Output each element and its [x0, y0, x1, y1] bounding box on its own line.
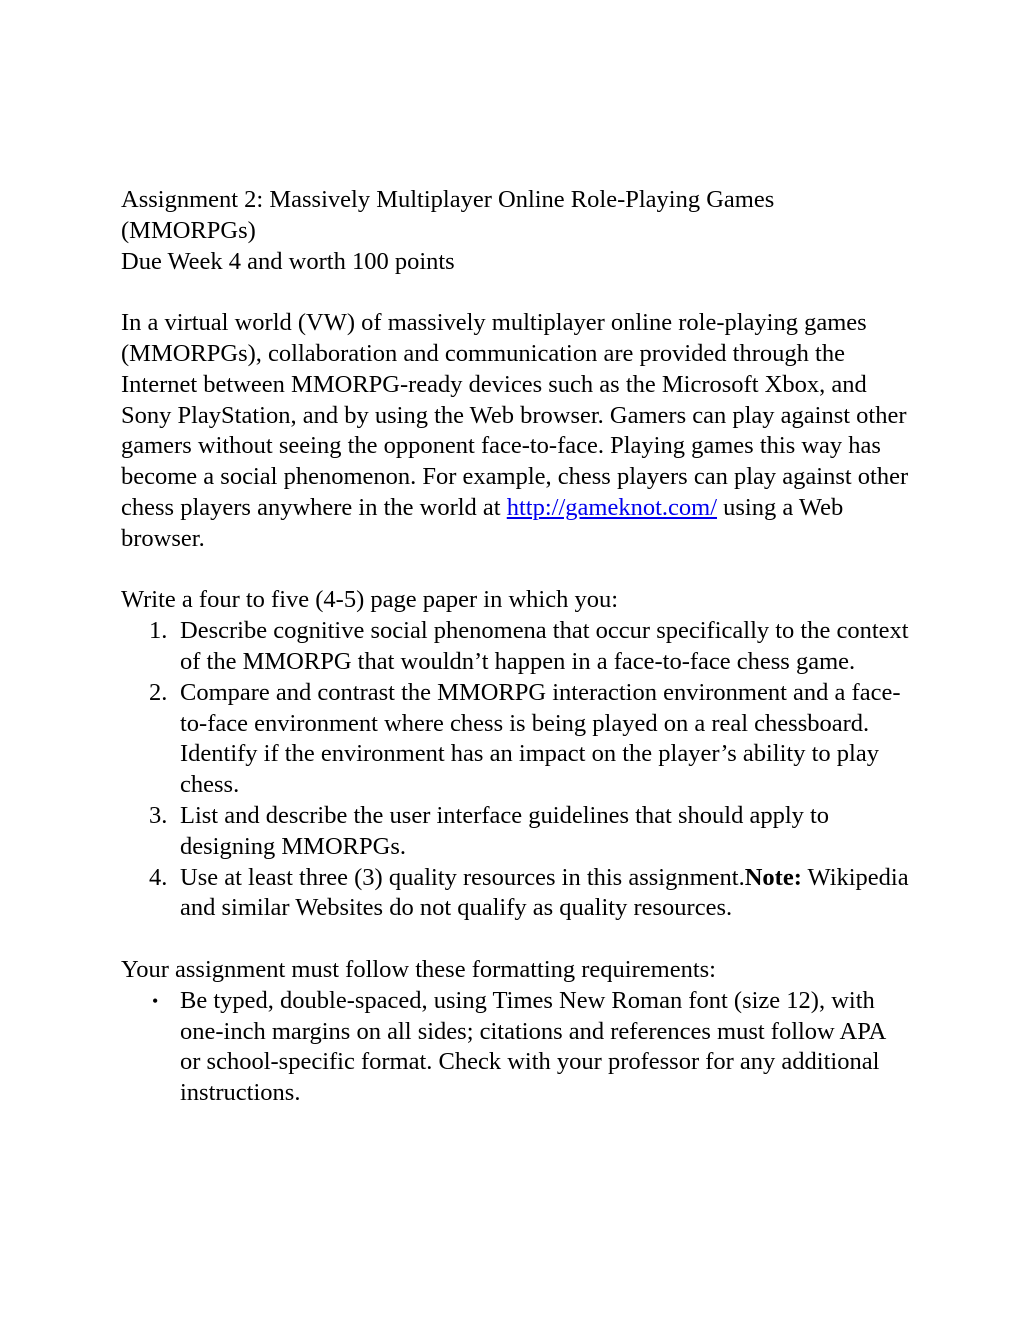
- list-item: [121, 678, 911, 801]
- item-number: 4.: [149, 863, 168, 891]
- formatting-list: [121, 986, 911, 1109]
- item-text: Describe cognitive social phenomena that occur specifically to the context of the MMORPG that wouldn’t happen in a face-to-face chess game.: [180, 617, 909, 675]
- spacer: [121, 555, 911, 586]
- title-line-2: (MMORPGs): [121, 216, 256, 244]
- item-text: Be typed, double-spaced, using Times New Roman font (size 12), with one-inch margins on all sides; citations and references must follow APA or school-specific format. Check with your professor for any additional instructions.: [180, 986, 885, 1107]
- list-item: [121, 616, 911, 678]
- item-text: Wikipedia and similar Websites do not qualify as quality resources.: [180, 863, 909, 922]
- item-text: Compare and contrast the MMORPG interaction environment and a face-to-face environment where chess is being played on a real chessboard. Identify if the environment has an impact on the player’s ability to play chess.: [180, 678, 901, 799]
- intro-text: In a virtual world (VW) of massively multiplayer online role-playing games (MMORPGs), collaboration and communication are provided through the Internet between MMORPG-ready devices such as the Microsoft Xbox, and Sony PlayStation, and by using the Web browser. Gamers can play against other gamers without seeing the opponent face-to-face. Playing games this way has become a social phenomenon. For example, chess players can play against other chess players anywhere in the world at: [121, 309, 909, 521]
- list-item: [121, 986, 911, 1109]
- spacer: [121, 277, 911, 308]
- intro-paragraph: [121, 308, 911, 554]
- list-item: [121, 863, 911, 925]
- gameknot-link[interactable]: http://gameknot.com/: [506, 493, 718, 521]
- tasks-lead: Write a four to five (4-5) page paper in which you:: [121, 586, 618, 614]
- list-item: [121, 801, 911, 863]
- item-text: Use at least three (3) quality resources in this assignment.: [180, 863, 745, 891]
- title-line-1: Assignment 2: Massively Multiplayer Online Role-Playing Games: [121, 186, 775, 213]
- note-label: Note:: [744, 863, 802, 891]
- due-line: Due Week 4 and worth 100 points: [121, 247, 455, 275]
- formatting-lead: Your assignment must follow these formatting requirements:: [121, 955, 716, 983]
- item-number: 3.: [149, 801, 168, 829]
- tasks-list: [121, 616, 911, 924]
- spacer: [121, 924, 911, 955]
- item-text: List and describe the user interface guidelines that should apply to designing MMORPGs.: [180, 801, 830, 860]
- document-page: [121, 185, 911, 1109]
- item-number: 1.: [149, 617, 168, 645]
- bullet-icon: •: [152, 990, 159, 1011]
- assignment-title: [121, 185, 911, 247]
- item-number: 2.: [149, 678, 168, 706]
- intro-text-end: using a Web browser.: [121, 493, 844, 552]
